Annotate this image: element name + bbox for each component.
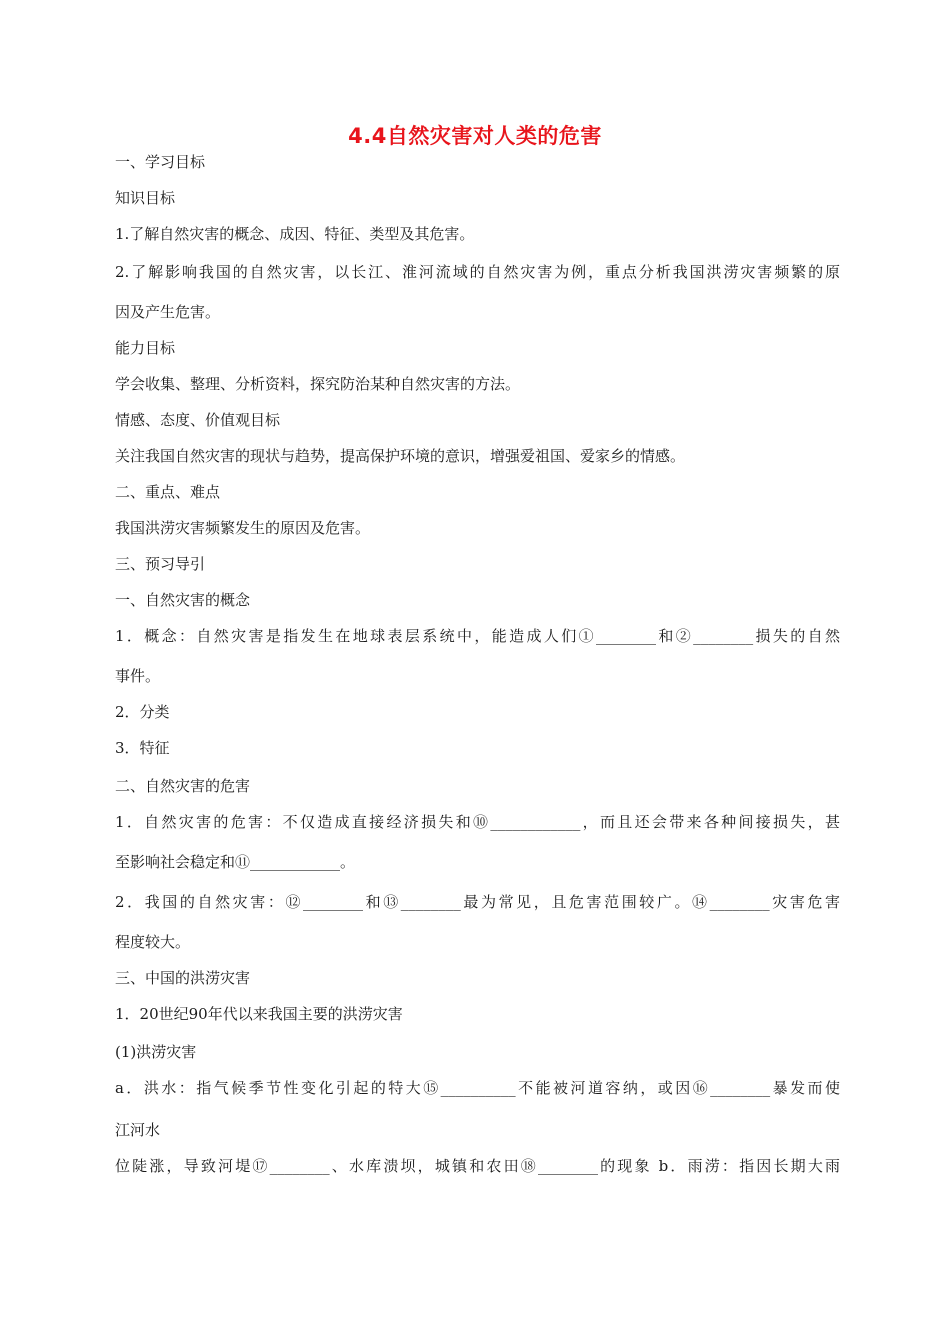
document-title: 4.4自然灾害对人类的危害: [348, 124, 602, 148]
text-line: 程度较大。: [115, 933, 191, 951]
text-line: 三、预习导引: [115, 555, 206, 573]
text-line: 2．我国的自然灾害：⑫________和⑬________最为常见，且危害范围较广。⑭________灾害危害: [115, 893, 840, 911]
text-line: 一、学习目标: [115, 153, 206, 171]
text-line: 2．分类: [115, 703, 170, 721]
text-line: 学会收集、整理、分析资料，探究防治某种自然灾害的方法。: [115, 375, 521, 393]
text-line: 1．概念：自然灾害是指发生在地球表层系统中，能造成人们①________和②________损失的自然: [115, 627, 840, 645]
text-line: 事件。: [115, 667, 161, 685]
text-line: 因及产生危害。: [115, 303, 221, 321]
text-line: 关注我国自然灾害的现状与趋势，提高保护环境的意识，增强爱祖国、爱家乡的情感。: [115, 447, 686, 465]
text-line: 1．自然灾害的危害：不仅造成直接经济损失和⑩____________，而且还会带来各种间接损失，甚: [115, 813, 840, 831]
text-line: 知识目标: [115, 189, 176, 207]
text-line: 1．20世纪90年代以来我国主要的洪涝灾害: [115, 1005, 403, 1023]
text-line: 至影响社会稳定和⑪____________。: [115, 853, 356, 871]
text-line: 二、重点、难点: [115, 483, 221, 501]
text-line: 二、自然灾害的危害: [115, 777, 251, 795]
text-line: 能力目标: [115, 339, 176, 357]
text-line: 一、自然灾害的概念: [115, 591, 251, 609]
text-line: (1)洪涝灾害: [115, 1043, 197, 1061]
text-line: 位陡涨，导致河堤⑰________、水库溃坝，城镇和农田⑱________的现象 b．雨涝：指因长期大雨: [115, 1157, 840, 1175]
text-line: 3．特征: [115, 739, 170, 757]
text-line: a．洪水：指气候季节性变化引起的特大⑮__________不能被河道容纳，或因⑯________暴发而使: [115, 1079, 840, 1097]
text-line: 2.了解影响我国的自然灾害，以长江、淮河流域的自然灾害为例，重点分析我国洪涝灾害频繁的原: [115, 263, 840, 281]
text-line: 情感、态度、价值观目标: [115, 411, 281, 429]
text-line: 三、中国的洪涝灾害: [115, 969, 251, 987]
text-line: 我国洪涝灾害频繁发生的原因及危害。: [115, 519, 371, 537]
text-line: 1.了解自然灾害的概念、成因、特征、类型及其危害。: [115, 225, 475, 243]
text-line: 江河水: [115, 1121, 161, 1139]
